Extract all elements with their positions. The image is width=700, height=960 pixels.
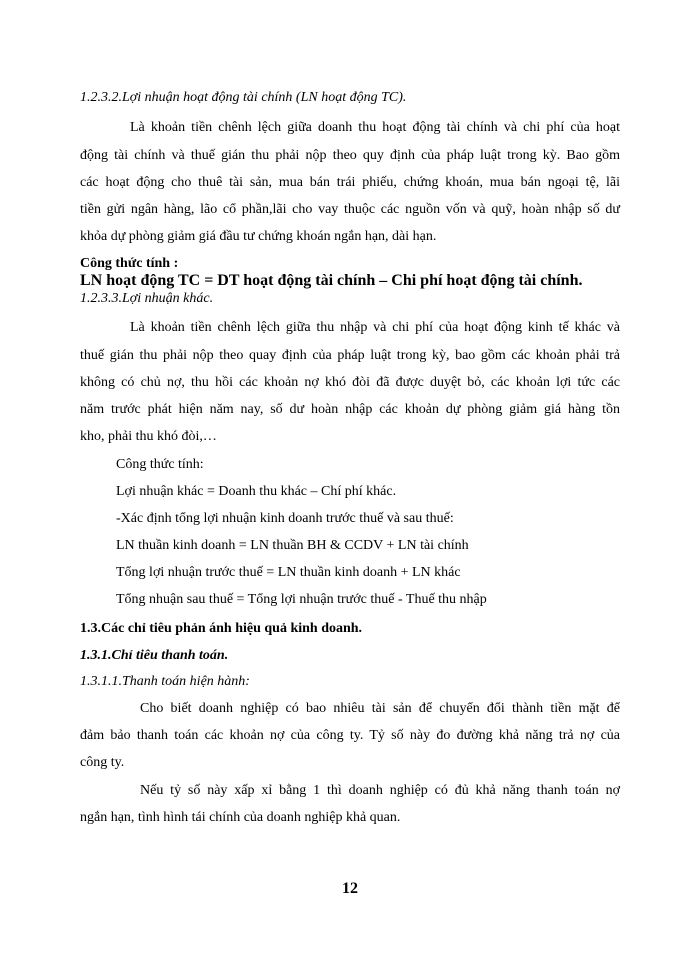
paragraph-line: thuế gián thu phải nộp theo quay định của pháp luật trong kỳ, bao gồm các khoản phải trả [80, 348, 620, 363]
formula-financial: LN hoạt động TC = DT hoạt động tài chính – Chi phí hoạt động tài chính. [80, 272, 583, 289]
paragraph-line: tiền gửi ngân hàng, lão cổ phần,lãi cho vay thuộc các nguồn vốn và quỹ, hoàn nhập số dư [80, 202, 620, 217]
page-number: 12 [342, 880, 358, 897]
paragraph-line: công ty. [80, 755, 125, 770]
heading-1-2-3-3: 1.2.3.3.Lợi nhuận khác. [80, 291, 214, 306]
paragraph-line: Là khoản tiền chênh lệch giữa thu nhập và chi phí của hoạt động kinh tế khác và [130, 320, 620, 335]
paragraph-line: Cho biết doanh nghiệp có bao nhiêu tài sản để chuyển đổi thành tiền mặt để [140, 701, 620, 716]
paragraph-line: không có chủ nợ, thu hồi các khoản nợ khó đòi đã được duyệt bỏ, các khoản lợi tức các [80, 375, 620, 390]
heading-1-2-3-2: 1.2.3.2.Lợi nhuận hoạt động tài chính (LN hoạt động TC). [80, 90, 407, 105]
formula-label: Công thức tính : [80, 256, 179, 271]
heading-1-3-1-1: 1.3.1.1.Thanh toán hiện hành: [80, 674, 250, 689]
paragraph-line: năm trước phát hiện năm nay, số dư hoàn nhập các khoản dự phòng giảm giá hàng tồn [80, 402, 620, 417]
formula-intro: -Xác định tổng lợi nhuận kinh doanh trước thuế và sau thuế: [116, 511, 454, 526]
paragraph-line: đảm bảo thanh toán các khoản nợ của công ty. Tỷ số này đo đường khả năng trả nợ của [80, 728, 620, 743]
paragraph-line: Nếu tỷ số này xấp xỉ bằng 1 thì doanh nghiệp có đủ khả năng thanh toán nợ [140, 783, 620, 798]
paragraph-line: khỏa dự phòng giảm giá đầu tư chứng khoán ngắn hạn, dài hạn. [80, 229, 437, 244]
formula-aftertax: Tổng nhuận sau thuế = Tổng lợi nhuận trước thuế - Thuế thu nhập [116, 592, 487, 607]
paragraph-line: Là khoản tiền chênh lệch giữa doanh thu hoạt động tài chính và chi phí của hoạt [130, 120, 620, 135]
formula-other-profit: Lợi nhuận khác = Doanh thu khác – Chí phí khác. [116, 484, 397, 499]
paragraph-line: các hoạt động cho thuê tài sản, mua bán trái phiếu, chứng khoán, mua bán ngoại tệ, lãi [80, 175, 620, 190]
paragraph-line: kho, phải thu khó đòi,… [80, 429, 217, 444]
paragraph-line: động tài chính và thuế gián thu phải nộp theo quy định của pháp luật trong kỳ. Bao gồm [80, 148, 620, 163]
formula-label: Công thức tính: [116, 457, 204, 472]
paragraph-line: ngắn hạn, tình hình tái chính của doanh nghiệp khả quan. [80, 810, 401, 825]
heading-1-3: 1.3.Các chỉ tiêu phản ánh hiệu quả kinh doanh. [80, 621, 363, 636]
formula-pretax: Tổng lợi nhuận trước thuế = LN thuần kinh doanh + LN khác [116, 565, 461, 580]
heading-1-3-1: 1.3.1.Chỉ tiêu thanh toán. [80, 648, 229, 663]
formula-net-business: LN thuần kinh doanh = LN thuần BH & CCDV + LN tài chính [116, 538, 469, 553]
